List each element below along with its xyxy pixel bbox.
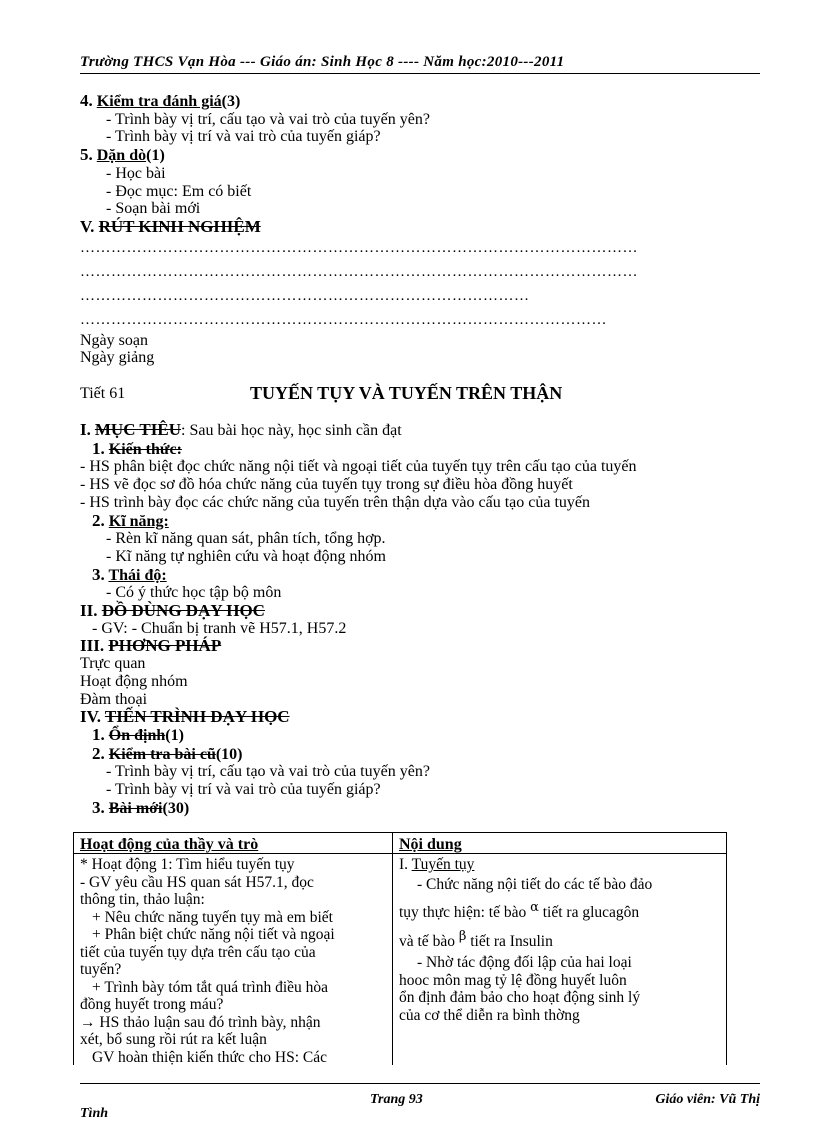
subheading: 2. Kiểm tra bài cũ(10) [92, 743, 243, 763]
list-item: Trực quan [80, 655, 146, 673]
heading-5: 5. Dặn dò(1) [80, 145, 165, 165]
subheading: 3. Bài mới(30) [92, 797, 190, 817]
list-item: Đàm thoại [80, 690, 148, 708]
subheading: 1. Kiến thức: [92, 438, 182, 458]
table-line: - Chức năng nội tiết do các tế bào đảo [417, 875, 653, 893]
list-item: - Có ý thức học tập bộ môn [106, 584, 282, 602]
table-line: - GV yêu cầu HS quan sát H57.1, đọc [80, 873, 314, 891]
lesson-heading [80, 377, 770, 417]
list-item: - Trình bày vị trí, cấu tạo và vai trò của tuyến yên? [106, 763, 430, 781]
heading-ii: II. ĐỒ DÙNG DẠY HỌC [80, 601, 265, 621]
list-item: - Rèn kĩ năng quan sát, phân tích, tổng hợp. [106, 530, 386, 548]
list-item: - Học bài [106, 164, 166, 182]
list-item: Hoạt động nhóm [80, 672, 188, 690]
dotted-line: …………………………………………………………………………… [80, 287, 530, 304]
dotted-line: ………………………………………………………………………………………… [80, 311, 607, 328]
table-line: và tế bào $^\beta$ tiết ra Insulin [399, 928, 553, 950]
table-line: → HS thảo luận sau đó trình bày, nhận [80, 1013, 321, 1031]
table-line: tụy thực hiện: tế bào $^\alpha$ tiết ra glucagôn [399, 900, 640, 922]
table-line: tiết của tuyến tụy dựa trên cấu tạo của [80, 943, 316, 961]
heading-iii: III. PHƠNG PHÁP [80, 636, 222, 656]
table-line: ổn định đảm bảo cho hoạt động sinh lý [399, 989, 641, 1007]
table-line: GV hoàn thiện kiến thức cho HS: Các [92, 1048, 327, 1065]
list-item: - Soạn bài mới [106, 200, 201, 218]
heading-4: 4. Kiểm tra đánh giá(3) [80, 91, 241, 110]
lesson-table [73, 832, 727, 1065]
table-line: xét, bổ sung rồi rút ra kết luận [80, 1031, 267, 1048]
table-line: * Hoạt động 1: Tìm hiểu tuyến tụy [80, 856, 295, 873]
table-line: + Nêu chức năng tuyến tụy mà em biết [92, 908, 333, 926]
table-line: - Nhờ tác động đối lập của hai loại [417, 954, 632, 972]
beta-symbol: β [458, 928, 467, 944]
table-line: thông tin, thảo luận: [80, 891, 205, 908]
table-line: hooc môn mag tỷ lệ đồng huyết luôn [399, 971, 627, 989]
tiet-number: Tiết 61 [80, 385, 126, 403]
list-item: - HS vẽ đọc sơ đồ hóa chức năng của tuyến tụy trong sự điều hòa đồng huyết [80, 476, 573, 494]
dotted-line: ……………………………………………………………………………………………… [80, 239, 638, 256]
table-line: của cơ thể diễn ra bình thờng [399, 1006, 580, 1024]
teacher-name-tail: Tình [80, 1106, 109, 1121]
table-header-right: Nội dung [393, 833, 726, 854]
list-item: - Kĩ năng tự nghiên cứu và hoạt động nhóm [106, 547, 386, 565]
table-line: + Phân biệt chức năng nội tiết và ngoại [92, 926, 335, 943]
ngay-giang: Ngày giảng [80, 349, 155, 367]
table-column-left [74, 833, 393, 1065]
list-item: - Đọc mục: Em có biết [106, 182, 252, 200]
list-item: - Trình bày vị trí và vai trò của tuyến giáp? [106, 128, 381, 146]
list-item: - GV: - Chuẩn bị tranh vẽ H57.1, H57.2 [92, 619, 347, 637]
table-cell-left [74, 854, 392, 1065]
content-title: I. Tuyến tụy [399, 856, 475, 873]
ngay-soan: Ngày soạn [80, 331, 148, 349]
table-line: + Trình bày tóm tắt quá trình điều hòa [92, 978, 329, 996]
heading-i: I. MỤC TIÊU: Sau bài học này, học sinh cần đạt [80, 420, 402, 440]
table-cell-right [393, 854, 726, 1026]
table-line: đồng huyết trong máu? [80, 996, 224, 1013]
subheading: 3. Thái độ: [92, 564, 167, 584]
list-item: - HS phân biệt đọc chức năng nội tiết và ngoại tiết của tuyến tụy trên cấu tạo của tuyến [80, 458, 637, 476]
heading-iv: IV. TIẾN TRÌNH DẠY HỌC [80, 707, 290, 727]
document-body [80, 92, 770, 818]
list-item: - Trình bày vị trí và vai trò của tuyến giáp? [106, 781, 381, 799]
list-item: - Trình bày vị trí, cấu tạo và vai trò của tuyến yên? [106, 110, 430, 128]
dotted-line: ……………………………………………………………………………………………… [80, 263, 638, 280]
subheading: 2. Kĩ năng: [92, 510, 169, 530]
list-item: - HS trình bày đọc các chức năng của tuyến trên thận dựa vào cấu tạo của tuyến [80, 493, 591, 511]
page-footer [80, 1083, 760, 1121]
heading-v: V. RÚT KINH NGHIỆM [80, 216, 261, 236]
alpha-symbol: α [530, 900, 539, 915]
subheading: 1. Ổn định(1) [92, 724, 184, 744]
page-header: Trường THCS Vạn Hòa --- Giáo án: Sinh Học 8 ---- Năm học:2010---2011 [80, 54, 760, 74]
lesson-title: TUYẾN TỤY VÀ TUYẾN TRÊN THẬN [250, 383, 563, 404]
teacher-name: Giáo viên: Vũ Thị [655, 1092, 760, 1107]
page-number: Trang 93 [370, 1092, 423, 1107]
table-column-right [393, 833, 726, 1065]
table-line: tuyến? [80, 961, 122, 978]
table-header-left: Hoạt động của thầy và trò [74, 833, 392, 854]
